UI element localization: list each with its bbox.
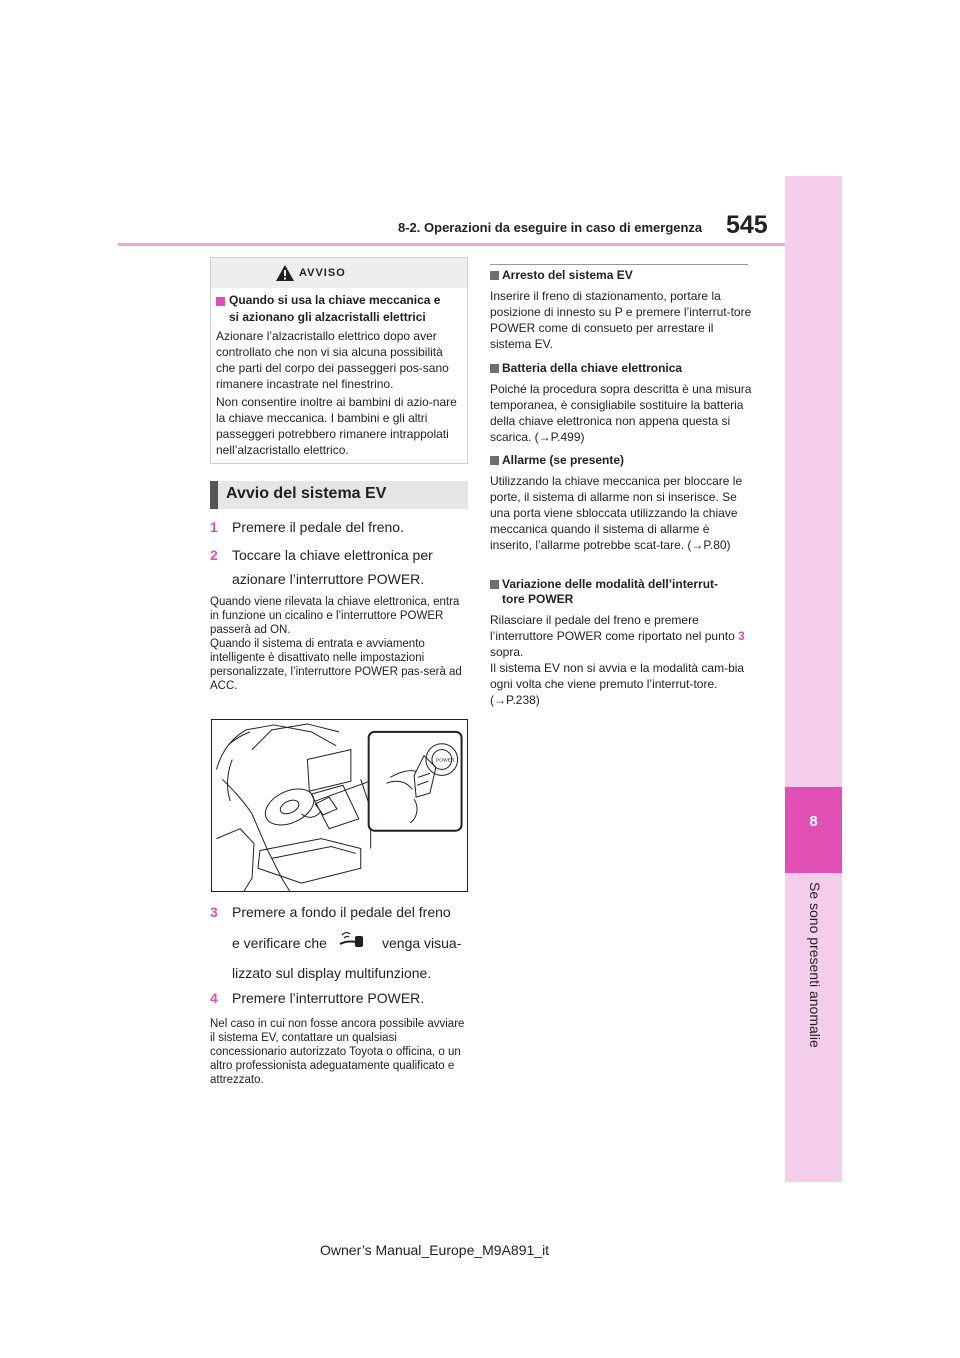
step-1: [210, 517, 470, 538]
warning-header: [211, 258, 467, 288]
step-text: azionare l’interruttore POWER.: [232, 571, 425, 587]
step-text: e verificare che: [232, 935, 327, 951]
header-rule: [118, 243, 785, 246]
column-rule: [490, 264, 748, 265]
warning-heading-line2: si azionano gli alzacristalli elettrici: [229, 310, 426, 324]
paragraph-text: Il sistema EV non si avvia e la modalità cam-bia ogni volta che viene premuto l’interrut-tore. (→P.238): [490, 661, 745, 707]
bullet-square-icon: [490, 456, 499, 465]
step-3: [210, 902, 480, 987]
subsection-heading: [490, 268, 752, 283]
subsection-paragraph: Inserire il freno di stazionamento, portare la posizione di innesto su P e premere l’interrut-tore POWER come di consueto per arrestare il sistema EV.: [490, 289, 752, 351]
section-heading-text: Avvio del sistema EV: [226, 485, 387, 502]
step-reference: 3: [738, 629, 745, 643]
bullet-square-icon: [216, 297, 225, 306]
subsection-heading: [490, 577, 752, 607]
power-button-label: POWER: [435, 758, 455, 764]
warning-triangle-icon: [275, 264, 295, 282]
warning-label: AVVISO: [299, 267, 346, 279]
chapter-tab-highlight: [785, 787, 842, 873]
section-title: 8-2. Operazioni da eseguire in caso di emergenza: [398, 220, 703, 235]
step-text: Premere il pedale del freno.: [232, 519, 404, 535]
warning-heading-line1: Quando si usa la chiave meccanica e: [229, 293, 441, 307]
subsection-heading: [490, 361, 752, 376]
brake-pedal-indicator-icon: [338, 928, 366, 950]
subsection-heading-text: Batteria della chiave elettronica: [502, 361, 683, 375]
page-number: 545: [726, 211, 768, 239]
step-number: 4: [210, 990, 218, 1006]
step-text: Premere l’interruttore POWER.: [232, 990, 425, 1006]
warning-box: [210, 257, 468, 464]
subsection-heading-text: tore POWER: [502, 592, 574, 606]
footer-text: Owner’s Manual_Europe_M9A891_it: [320, 1242, 550, 1258]
step-text: Premere a fondo il pedale del freno: [232, 904, 451, 920]
subsection-paragraph: Utilizzando la chiave meccanica per bloccare le porte, il sistema di allarme non si inserisce. Se una porta viene sbloccata utilizzando la chiave meccanica quando il sistema di allarme è inserito, l’allarme potrebbe scat-tare. (→P.80): [490, 474, 743, 552]
subsection-paragraph: Poiché la procedura sopra descritta è una misura temporanea, è consigliabile sostituire la batteria della chiave elettronica non appena questa si scarica. (→P.499): [490, 382, 752, 444]
bullet-square-icon: [490, 364, 499, 373]
subsection-heading-text: Arresto del sistema EV: [502, 268, 633, 282]
step-4: [210, 988, 470, 1009]
step-number: 2: [210, 547, 218, 563]
chapter-side-label: [802, 882, 826, 1052]
step-note: [210, 595, 468, 693]
chapter-number: 8: [809, 813, 818, 830]
section-heading-bar: [210, 481, 218, 509]
bullet-square-icon: [490, 271, 499, 280]
warning-heading: [229, 292, 467, 326]
step-2: [210, 545, 470, 591]
paragraph-text: sopra.: [490, 645, 524, 659]
car-interior-illustration: [211, 719, 468, 892]
chapter-side-label-text: Se sono presenti anomalie: [807, 882, 823, 1048]
step-number: 1: [210, 519, 218, 535]
step-text: venga visua-: [382, 935, 462, 951]
step-note: Nel caso in cui non fosse ancora possibile avviare il sistema EV, contattare un qualsiasi concessionario autorizzato Toyota o officina, o un altro professionista adeguatamente qualificato e attrezzato.: [210, 1018, 465, 1086]
warning-paragraph: Non consentire inoltre ai bambini di azio-nare la chiave meccanica. I bambini e gli altri passeggeri potrebbero rimanere intrappolati nell’alzacristallo elettrico.: [216, 395, 457, 457]
section-heading: [210, 481, 468, 509]
step-note-line: Quando il sistema di entrata e avviamento intelligente è disattivato nelle impostazioni personalizzate, l’interruttore POWER pas-serà ad ACC.: [210, 638, 462, 692]
step-text: lizzato sul display multifunzione.: [232, 965, 432, 981]
bullet-square-icon: [490, 580, 499, 589]
step-number: 3: [210, 904, 218, 920]
subsection-heading: [490, 453, 752, 468]
paragraph-text: Rilasciare il pedale del freno e premere l’interruttore POWER come riportato nel punto: [490, 613, 735, 643]
subsection-paragraph: [490, 612, 752, 708]
warning-paragraph: Azionare l’alzacristallo elettrico dopo aver controllato che non vi sia alcuna possibilità che parti del corpo dei passeggeri pos-sano rimanere incastrate nel finestrino.: [216, 329, 449, 391]
subsection-heading-text: Variazione delle modalità dell’interrut-: [502, 577, 719, 591]
step-text: Toccare la chiave elettronica per: [232, 547, 433, 563]
step-note-line: Quando viene rilevata la chiave elettronica, entra in funzione un cicalino e l’interruttore POWER passerà ad ON.: [210, 596, 460, 636]
subsection-heading-text: Allarme (se presente): [502, 453, 625, 467]
